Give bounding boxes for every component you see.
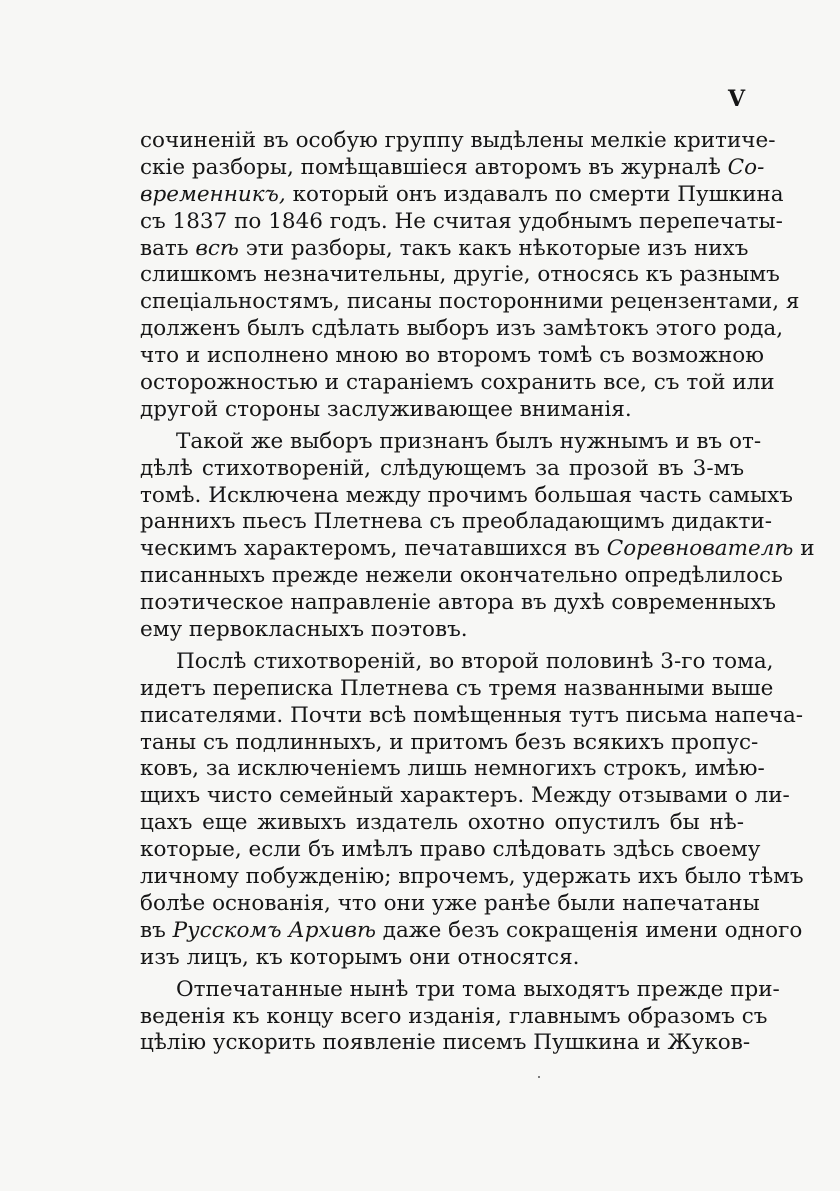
text-run: даже безъ сокращенія имени одного <box>375 917 803 943</box>
text-run: писателями. Почти всѣ помѣщенныя тутъ письма напеча- <box>140 702 804 728</box>
text-line <box>140 783 790 810</box>
text-line <box>140 316 784 343</box>
text-line <box>140 729 759 757</box>
text-line <box>140 397 744 424</box>
text-run: съ 1837 по 1846 годъ. Не считая удобнымъ перепечаты- <box>140 208 783 234</box>
text-line <box>140 536 815 563</box>
text-run: писанныхъ прежде нежели окончательно опредѣлилось <box>140 563 783 589</box>
text-line <box>140 482 793 510</box>
text-run: Послѣ стихотвореній, во второй половинѣ 3-го тома, <box>176 648 774 674</box>
text-run: ковъ, за исключеніемъ лишь немногихъ строкъ, имѣю- <box>140 756 765 782</box>
text-run: спеціальностямъ, писаны посторонними рецензентами, я <box>140 289 800 315</box>
text-run: цѣлію ускорить появленіе писемъ Пушкина и Жуков- <box>140 1030 751 1056</box>
text-run: который онъ издавалъ по смерти Пушкина <box>285 181 784 207</box>
paragraph <box>140 976 780 1058</box>
italic-title-text: всѣ <box>195 235 239 261</box>
text-run: другой стороны заслуживающее вниманія. <box>140 396 632 422</box>
text-line <box>140 456 744 483</box>
text-line <box>140 1030 751 1057</box>
text-run: личному побужденію; впрочемъ, удержать ихъ было тѣмъ <box>140 864 804 890</box>
text-run: долженъ былъ сдѣлать выборъ изъ замѣтокъ этого рода, <box>140 316 784 342</box>
paragraph <box>140 428 815 644</box>
text-run: Отпечатанные нынѣ три тома выходятъ прежде при- <box>176 976 780 1002</box>
italic-title-text: Соревнователѣ <box>606 536 794 562</box>
italic-title-text: Со- <box>727 154 765 180</box>
text-run: вать <box>140 235 196 261</box>
text-line <box>140 289 800 316</box>
text-line <box>140 235 749 263</box>
text-run: что и исполнено мною во второмъ томѣ съ возможною <box>140 343 764 369</box>
text-line <box>140 702 804 730</box>
text-line <box>140 370 775 397</box>
text-run: скіе разборы, помѣщавшіеся авторомъ въ журналѣ <box>140 154 728 180</box>
text-run: идетъ переписка Плетнева съ тремя названными выше <box>140 675 774 701</box>
text-run: и <box>793 536 815 562</box>
text-line <box>140 675 774 703</box>
text-line <box>140 917 803 945</box>
text-run: въ <box>140 917 173 943</box>
text-line <box>140 864 804 891</box>
text-line <box>140 617 744 644</box>
scan-speck <box>538 1076 540 1078</box>
text-run: осторожностью и стараніемъ сохранить все, съ той или <box>140 370 775 396</box>
text-line <box>140 648 774 676</box>
text-run: томѣ. Исключена между прочимъ большая часть самыхъ <box>140 482 793 508</box>
text-line <box>140 509 772 536</box>
text-run: щихъ чисто семейный характеръ. Между отзывами о ли- <box>140 783 790 809</box>
page-number: V <box>728 86 746 112</box>
text-run: таны съ подлинныхъ, и притомъ безъ всякихъ пропус- <box>140 729 759 755</box>
italic-title-text: временникъ, <box>140 181 286 207</box>
text-line <box>140 128 776 155</box>
text-run: раннихъ пьесъ Плетнева съ преобладающимъ дидакти- <box>140 509 772 535</box>
text-line <box>140 428 762 456</box>
text-run: которые, если бъ имѣлъ право слѣдовать здѣсь своему <box>140 837 761 863</box>
text-run: поэтическое направленіе автора въ духѣ современныхъ <box>140 590 776 616</box>
text-run: сочиненій въ особую группу выдѣлены мелкіе критиче- <box>140 128 776 153</box>
text-line <box>140 890 760 918</box>
text-line <box>140 810 744 837</box>
text-line <box>140 154 765 182</box>
text-line <box>140 976 780 1004</box>
text-line <box>140 1003 768 1031</box>
text-line <box>140 837 761 864</box>
text-line <box>140 945 744 972</box>
text-line <box>140 563 783 590</box>
text-line <box>140 756 765 783</box>
text-run: ему первокласныхъ поэтовъ. <box>140 617 468 643</box>
text-run: слишкомъ незначительны, другіе, относясь къ разнымъ <box>140 262 780 288</box>
text-run: болѣе основанія, что они уже ранѣе были напечатаны <box>140 890 760 916</box>
text-run: изъ лицъ, къ которымъ они относятся. <box>140 944 580 970</box>
text-run: цахъ еще живыхъ издатель охотно опустилъ бы нѣ- <box>140 810 744 836</box>
text-run: Такой же выборъ признанъ былъ нужнымъ и въ от- <box>176 428 762 454</box>
text-line <box>140 343 764 370</box>
italic-title-text: Русскомъ Архивѣ <box>172 917 376 943</box>
text-run: эти разборы, такъ какъ нѣкоторые изъ нихъ <box>238 235 749 261</box>
text-run: веденія къ концу всего изданія, главнымъ образомъ съ <box>140 1003 768 1029</box>
text-line <box>140 208 783 236</box>
text-line <box>140 262 780 289</box>
text-line <box>140 590 776 617</box>
paragraph <box>140 648 804 972</box>
paragraph <box>140 128 800 424</box>
body-text <box>140 128 815 1062</box>
text-run: дѣлѣ стихотвореній, слѣдующемъ за прозой въ 3-мъ <box>140 455 744 481</box>
text-run: ческимъ характеромъ, печатавшихся въ <box>140 536 607 562</box>
text-line <box>140 181 784 209</box>
